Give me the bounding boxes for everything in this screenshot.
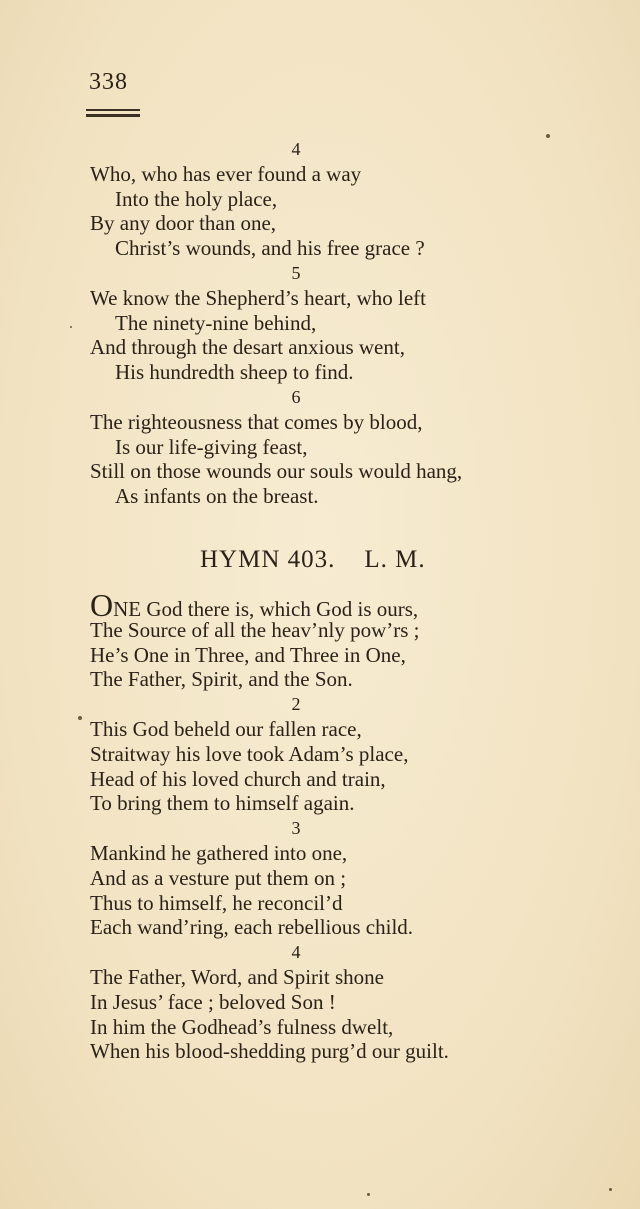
stanza-number: 2 — [291, 694, 301, 715]
verse-line: To bring them to himself again. — [90, 791, 355, 816]
verse-line: The Source of all the heav’nly pow’rs ; — [90, 617, 420, 642]
verse-line: By any door than one, — [90, 211, 277, 236]
paper-speck — [367, 1193, 370, 1196]
page-number: 338 — [89, 69, 128, 95]
paper-speck — [70, 326, 72, 328]
stanza-number: 4 — [291, 139, 301, 159]
first-word-rest: NE — [113, 596, 142, 621]
stanza-number: 4 — [291, 942, 301, 963]
verse-line: Straitway his love took Adam’s place, — [90, 741, 409, 766]
verse-line: Thus to himself, he reconcil’d — [90, 890, 343, 915]
verse-line: We know the Shepherd’s heart, who left — [90, 285, 426, 310]
verse-line: Who, who has ever found a way — [90, 161, 362, 186]
verse-line: Into the holy place, — [115, 186, 278, 211]
verse-line: The righteousness that comes by blood, — [90, 409, 423, 434]
verse-line: His hundredth sheep to find. — [115, 360, 354, 385]
stanza-number: 3 — [291, 818, 301, 839]
verse-line: Still on those wounds our souls would hang, — [90, 459, 463, 484]
page-text — [90, 137, 560, 1064]
verse-line: And as a vesture put them on ; — [90, 865, 347, 890]
verse-line: He’s One in Three, and Three in One, — [90, 642, 406, 667]
first-line-rest: God there is, which God is ours, — [141, 596, 419, 621]
verse-line: In him the Godhead’s fulness dwelt, — [90, 1014, 394, 1039]
verse-line: And through the desart anxious went, — [90, 335, 405, 360]
verse-line: As infants on the breast. — [115, 484, 319, 509]
hymn-number: HYMN 403. — [200, 545, 336, 573]
verse-line: Each wand’ring, each rebellious child. — [90, 915, 414, 940]
verse-line: The Father, Word, and Spirit shone — [90, 964, 384, 989]
drop-cap: O — [90, 586, 114, 623]
paper-speck — [609, 1188, 612, 1191]
verse-line: Mankind he gathered into one, — [90, 840, 348, 865]
verse-line: The Father, Spirit, and the Son. — [90, 667, 353, 692]
verse-line: Head of his loved church and train, — [90, 766, 386, 791]
stanza-number: 6 — [291, 386, 301, 407]
stanza-number: 5 — [291, 262, 301, 283]
hymn-title — [90, 535, 560, 585]
verse-line: The ninety-nine behind, — [115, 310, 317, 335]
verse-line: Christ’s wounds, and his free grace ? — [115, 236, 425, 261]
verse-line: When his blood-shedding purg’d our guilt. — [90, 1039, 449, 1064]
verse-line: In Jesus’ face ; beloved Son ! — [90, 989, 336, 1014]
hymn-meter: L. M. — [364, 545, 426, 573]
verse-line: Is our life-giving feast, — [115, 434, 308, 459]
verse-line — [90, 586, 560, 623]
paper-speck — [546, 134, 550, 138]
paper-speck — [78, 716, 82, 720]
verse-line: This God beheld our fallen race, — [90, 716, 362, 741]
header-rule-thick — [86, 114, 140, 117]
header-rule-thin — [86, 109, 140, 111]
